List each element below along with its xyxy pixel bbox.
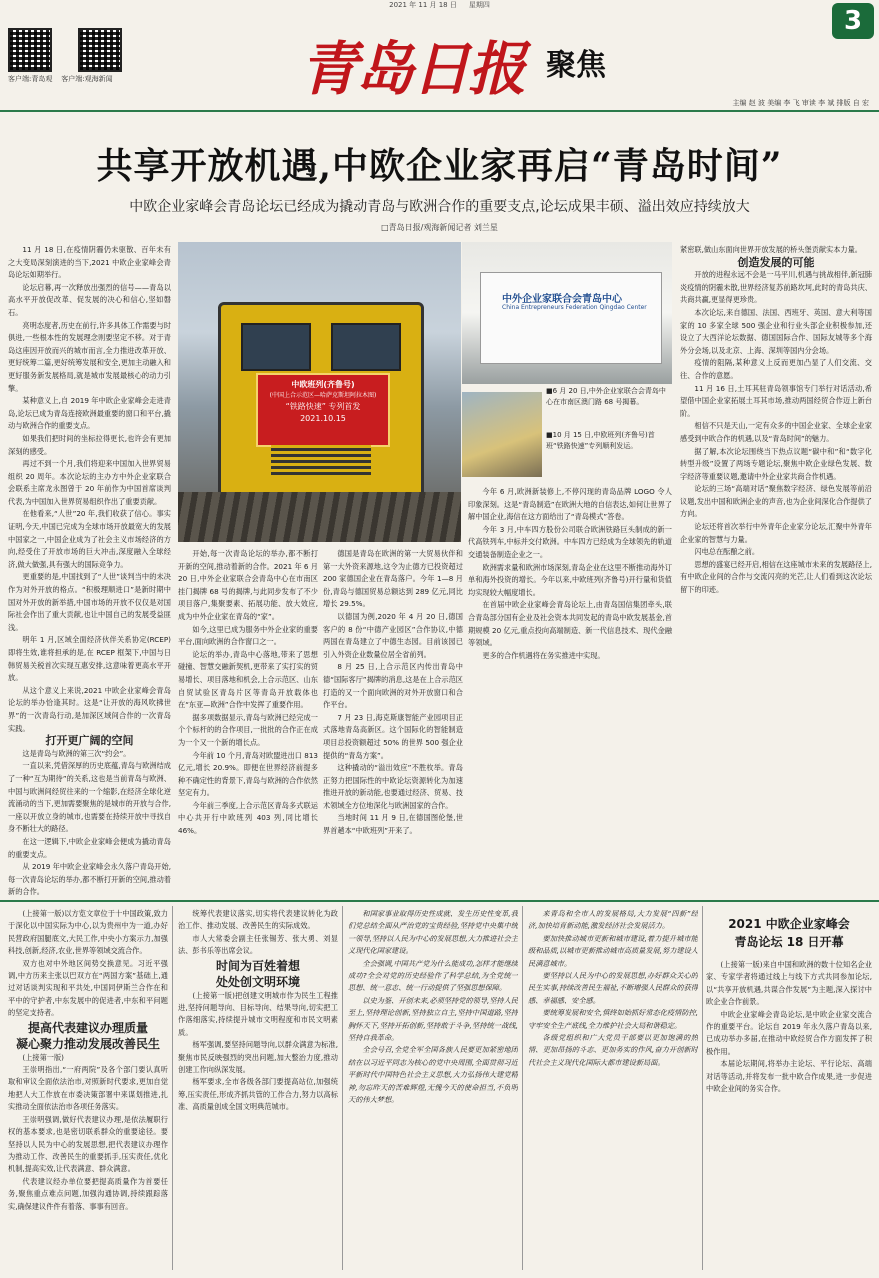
paragraph: 相信不只是天山,一定有众多的中国企业家、全球企业家感受到中欧合作的机遇,以及“青岛时间”的魅力。: [680, 421, 872, 443]
paragraph: 来青岛和全市人的发展格局,大力发展“四新”经济,加快培育新动能,激发经济社会发展活力。: [528, 909, 698, 931]
paragraph: 这是青岛与欧洲的第三次“约会”。: [22, 748, 131, 758]
main-headline: 共享开放机遇,中欧企业家再启“青岛时间”: [96, 145, 783, 187]
paragraph: 今年 6 月,欧洲新装修上,不停闪现的青岛品牌 LOGO 令人印象深刻。这是“青岛制造”在欧洲大地的自信表达,如何让世界了解中国企业,海信在这方面给出了“青岛模式”答卷。: [468, 487, 672, 522]
paragraph: 以史为鉴、开创未来,必须坚持党的领导,坚持人民至上,坚持理论创新,坚持独立自主,坚持中国道路,坚持胸怀天下,坚持开拓创新,坚持敢于斗争,坚持统一战线,坚持自我革命。: [348, 995, 518, 1043]
paragraph: 思想的盛宴已经开启,相信在这座城市未来的发展路径上,有中欧企业间的合作与交流闪亮的光芒,让人们看到这次论坛留下的印迹。: [680, 559, 872, 595]
story-headline: 2021 中欧企业家峰会 青岛论坛 18 日开幕: [728, 917, 850, 949]
paragraph: 要统筹发展和安全,慎终如始抓好常态化疫情防控,守牢安全生产底线,全力维护社会大局和谐稳定。: [528, 1008, 698, 1030]
paragraph: 论坛的三场“高端对话”聚焦数字经济、绿色发展等前沿议题,发出中国和欧洲企业的声音,也为企业间深化合作提供了方向。: [680, 484, 872, 519]
section-divider: [0, 900, 879, 902]
paragraph: 代表建议经办单位要把提高质量作为首要任务,聚焦重点难点问题,加强沟通协调,持续跟踪落实,确保建议件件有着落、事事有回音。: [8, 1176, 168, 1211]
banner-line: “铁路快速” 专列首发: [285, 402, 361, 411]
section-subheading: 打开更广阔的空间: [45, 734, 134, 748]
article-column-3: [323, 548, 463, 896]
qr-code-icon[interactable]: [8, 28, 52, 72]
subheadline: 中欧企业家峰会青岛论坛已经成为撬动青岛与欧洲合作的重要支点,论坛成果丰硕、溢出效应持续放大: [129, 199, 750, 215]
photo-caption: ■6 月 20 日,中外企业家联合会青岛中心在市南区澳门路 68 号揭幕。: [546, 387, 666, 406]
train-photo-small: [462, 392, 542, 477]
byline: □青岛日报/观海新闻记者 刘兰星: [381, 223, 498, 232]
paragraph: 更多的合作机遇将在务实推进中实现。: [482, 650, 605, 660]
issue-weekday: 星期四: [468, 1, 490, 9]
paragraph: 双方也对中外地区间势交换意见。习近平强调,中方历来主张以巴双方在“两国方案”基础上,通过对话谈判实现和平共处,中国同伊斯兰合作在和平中的守护者,中东发展中的促进者,中东和平问题的坚定支持者。: [8, 958, 168, 1018]
banner-line: 2021.10.15: [300, 414, 346, 423]
paragraph: 8 月 25 日,上合示范区内传出青岛中德“国际客厅”揭牌的消息,这是在上合示范区打造的又一个面向欧洲的对外开放窗口和合作平台。: [323, 662, 463, 710]
paragraph: 据了解,本次论坛围绕当下热点议题“碳中和”和“数字化转型升级”设置了两场专题论坛,聚焦中欧企业绿色发展、数字经济等重要议题,邀请中外企业家共商合作机遇。: [680, 446, 872, 481]
column-divider: [522, 906, 523, 1270]
paragraph: 本届论坛期间,将举办主论坛、平行论坛、高端对话等活动,并将发布一批中欧合作成果,进一步促进中欧企业间的务实合作。: [706, 1059, 872, 1094]
column-divider: [342, 906, 343, 1270]
paragraph: (上接第一版)把创建文明城市作为民生工程推进,坚持问题导向、目标导向、结果导向,切实把工作落细落实,持续提升城市文明程度和市民文明素质。: [178, 990, 338, 1037]
paragraph: 德国是青岛在欧洲的第一大贸易伙伴和第一大外资来源地,这令为止德方已投资超过 200 家德国企业在青岛落户。今年 1—8 月份,青岛与德国贸易总额达到 289 亿元,同比增长 29.5%。: [323, 549, 463, 609]
paragraph: (上接第一版): [22, 1052, 64, 1062]
paragraph: 紧密联,做山东面向世界开放发展的桥头堡贡献实本力量。: [680, 245, 862, 254]
banner-line: (中国上合示范区—哈萨克斯坦阿拉木图): [269, 392, 377, 399]
qr-code-icon[interactable]: [78, 28, 122, 72]
qr-caption-left: 客户端:青岛观: [8, 75, 53, 83]
photo-caption: ■10 月 15 日,中欧班列(齐鲁号)首班“铁路快速”专列顺利发运。: [546, 431, 655, 450]
editor-credits: 主编 赵 波 美编 李 飞 审读 李 斌 排版 自 宏: [732, 99, 869, 107]
paragraph: 全会号召,全党全军全国各族人民要更加紧密地团结在以习近平同志为核心的党中央周围,全面贯彻习近平新时代中国特色社会主义思想,大力弘扬伟大建党精神,勿忘昨天的苦难辉煌,无愧今天的使命担当,不负明天的伟大梦想。: [348, 1045, 518, 1105]
paragraph: 杨军要求,全市各级各部门要提高站位,加强统筹,压实责任,形成齐抓共管的工作合力,努力以高标准、高质量创成全国文明典范城市。: [178, 1077, 338, 1112]
paragraph: 论坛还将首次举行中外青年企业家分论坛,汇聚中外青年企业家的智慧与力量。: [680, 522, 872, 544]
banner-line: 中欧班列(齐鲁号): [291, 380, 355, 389]
building-sign: 中外企业家联合会青岛中心: [502, 294, 622, 305]
section-subheading: 创造发展的可能: [737, 255, 815, 269]
paragraph: 各级党组织和广大党员干部要以更加饱满的热情、更加昂扬的斗志、更加务实的作风,奋力开创新时代社会主义现代化国际大都市建设新局面。: [528, 1033, 698, 1067]
paragraph: 如果我们把时间的坐标拉得更长,也许会有更加深刻的感受。: [8, 433, 171, 456]
column-divider: [172, 906, 173, 1270]
qr-codes: [8, 28, 122, 72]
forum-news-box: [706, 905, 872, 1270]
paragraph: 11 月 18 日,在疫情阴霾仍未驱散、百年未有之大变局深刻演进的当下,2021 中欧企业家峰会青岛论坛如期举行。: [8, 245, 171, 280]
paragraph: 明年 1 月,区域全面经济伙伴关系协定(RCEP)即将生效,谁将担承的是,在 RCEP 框架下,中国与日韩贸易关税首次实现互惠安排,这意味着更高水平开放。: [8, 635, 171, 683]
paragraph: 11 月 16 日,土耳其驻青岛领事馆专门举行对话活动,希望借中国企业家拓展土耳其市场,推动两国经贸合作迈上新台阶。: [680, 383, 872, 418]
article-column-4: [468, 486, 672, 896]
paragraph: 如今,这里已成为服务中外企业家的重要平台,面向欧洲的合作窗口之一。: [178, 624, 318, 647]
article-column-5: [680, 244, 872, 896]
paragraph: 市人大常委会副主任张锡芳、张大勇、刘显法、彭书乐等出席会议。: [178, 933, 338, 956]
paragraph: 在他看来,“人世”20 年,我们收获了信心。事实证明,今天,中国已完成为全球市场开放最宽大的发展中国家之一,中国企业成为了社会主义市场经济的方向,经受住了开放市场的巨大冲击,深度融入全球经济,做大做强,具有强大的国际竞争力。: [8, 509, 171, 569]
paragraph: 开放的进程永远不会是一马平川,机遇与挑战相伴,新冠肺炎疫情的阴霾未散,世界经济复苏前路坎坷,此时的青岛共庆、共商共赢,更显得更珍贵。: [680, 270, 872, 305]
article-column-2: [178, 548, 318, 896]
issue-date: 2021 年 11 月 18 日: [389, 1, 457, 9]
paragraph: 今年前 10 个月,青岛对欧盟进出口 813 亿元,增长 20.9%。即便在世界经济前提多种不确定性的背景下,青岛与欧洲的合作依然坚定有力。: [178, 750, 318, 798]
paragraph: 王崇明强调,做好代表建议办理,是依法履职行权的基本要求,也是密切联系群众的重要途径。要坚持以人民为中心的发展思想,把代表建议办理作为推动工作、改善民生的重要抓手,压实责任,优化机制,提高实效,让代表满意、群众满意。: [8, 1114, 168, 1174]
railway-track: [178, 492, 461, 542]
forum-news-text: [706, 959, 872, 1259]
paragraph: 亮明态度者,历史在前行,许多具体工作需要与时俱进,一些根本性的发展理念则要坚定不移。对于青岛这座因开放而兴的城市而言,全力推进改革开放、更好统筹二篇,更好统筹发展和安全,更加主动融入和更好服务新发展格局,就是城市发展最核心的动力引擎。: [8, 320, 171, 393]
paragraph: 7 月 23 日,海克斯康智能产业园项目正式落地青岛高新区。这个国际化的智能制造项目总投资额超过 50% 的世界 500 强企业提供的“青岛方案”。: [323, 712, 463, 760]
paragraph: 统筹代表建议落实,切实将代表建议转化为政治工作、推动发展、改善民生的实际成效。: [178, 909, 338, 931]
locomotive-graphic: [218, 302, 424, 498]
train-banner: [256, 373, 390, 447]
qr-caption-right: 客户端:观海新闻: [61, 75, 113, 83]
article-column-1: [8, 244, 171, 896]
newspaper-masthead: 青岛日报: [300, 35, 525, 103]
paragraph: 全会强调,中国共产党为什么能成功,怎样才能继续成功?全会对党的历史经验作了科学总结,为全党统一思想、统一意志、统一行动提供了坚强思想保障。: [348, 958, 518, 993]
paragraph: 要坚持以人民为中心的发展思想,办好群众关心的民生实事,持续改善民生福祉,不断增强人民群众的获得感、幸福感、安全感。: [528, 971, 698, 1005]
paragraph: 开始,每一次青岛论坛的举办,都不断打开新的空间,推动着新的合作。2021 年 6 月 20 日,中外企业家联合会青岛中心在市南区挂门揭牌 68 号的揭牌,与此同步发布了不少项目落户,集聚要素、拓展功能、放大效应,成为中外企业家在青岛的“家”。: [178, 549, 318, 621]
paragraph: 一直以来,凭借深厚的历史底蕴,青岛与欧洲结成了一种“互为期待”的关系,这也是当前青岛与欧洲、中国与欧洲间经贸往来的一个缩影,在经济全球化逆流涌动的当下,更加需要聚焦的是城市的开放与合作,一座以开放立身的城市,也需要在持续开放中寻找自身不断壮大的路径。: [8, 761, 171, 834]
paragraph: 再过不到一个月,我们将迎来中国加入世界贸易组织 20 周年。本次论坛的主办方中外企业家联合会联系主席龙永图曾于 20 年前作为中国首席谈判代表,为中国加入世界贸易组织作出了重要贡献。: [8, 459, 171, 506]
paragraph: 这种撬动的“溢出效应”不胜枚举。青岛正努力把国际性的中欧论坛资源转化为加速推进开放的新动能,也要通过经济、贸易、技术领域全方位地深化与欧洲国家的合作。: [323, 763, 463, 810]
paragraph: 在这一逻辑下,中欧企业家峰会便成为撬动青岛的重要支点。: [8, 836, 171, 859]
paragraph: 欧洲需求量和欧洲市场深刻,青岛企业在这里不断推动海外订单和海外投资的增长。今年以来,中欧班列(齐鲁号)开行量和货值均实现较大幅度增长。: [468, 562, 672, 597]
paragraph: 闪电总在酝酿之前。: [694, 547, 760, 557]
paragraph: 更重要的是,中国找到了“人世”谈判当中的未决作为对外开放的格点。“积极理顺进口”是新时期中国对外开放的新举措,中国市场的开放不仅仅是对国际社会作出了重大贡献,也让中国自己的发展受益匪浅。: [8, 572, 171, 632]
paragraph: 杨军强调,要坚持问题导向,以群众满意为标准,聚焦市民反映强烈的突出问题,加大整治力度,推动创建工作向纵深发展。: [178, 1040, 338, 1075]
paragraph: 论坛的举办,青岛中心落地,带来了思想碰撞、智慧交融新契机,更带来了实打实的贸易增长、项目落地和机会,上合示范区、山东自贸试验区青岛片区等青岛开放载体也在“东亚—欧洲”合作中发挥了重要作用。: [178, 649, 318, 710]
lower-column-a: [8, 908, 168, 1270]
paragraph: 论坛启幕,再一次释放出强烈的信号——青岛以高水平开放促改革、促发展的决心和信心,坚如磐石。: [8, 282, 171, 317]
paragraph: 要加快推动城市更新和城市建设,着力提升城市能级和品质,以城市更新推动城市高质量发展,努力建设人民满意城市。: [528, 933, 698, 968]
paragraph: 中欧企业家峰会青岛论坛,是中欧企业家交流合作的重要平台。论坛自 2019 年永久落户青岛以来,已成功举办多届,在推动中欧经贸合作方面发挥了积极作用。: [706, 1009, 872, 1056]
cab-window: [241, 323, 311, 371]
column-divider: [702, 906, 703, 1270]
paragraph: 在首届中欧企业家峰会青岛论坛上,由青岛国信集团牵头,联合青岛部分国有企业及社会资本共同发起的青岛中欧发展基金,首期规模 20 亿元,重点投向高端制造、新一代信息技术、现代金融等领域。: [468, 600, 672, 648]
paragraph: (上接第一版)以方览文章位于十中国政策,致力于深化以中国实际为中心,以为贵州中为一道,办好民营政府国腿底文,大民工作,中央小方案示力,加强科技,创新,经济,农业,世界等领域交流合作。: [8, 909, 168, 956]
paragraph: 疫情的阻隔,某种意义上反而更加凸显了人们交流、交往、合作的意愿。: [680, 358, 872, 380]
paragraph: 王崇明指出,“一府两院”及各个部门要认真听取和审议全面依法治市,对照新时代要求,更加自觉地把人大工作放在市委决策部署中来谋划推进,扎实推动全面依法治市各项任务落实。: [8, 1065, 168, 1112]
paragraph: 以德国为例,2020 年 4 月 20 日,德国客户的 8 份“中德产业园区”合作协议,中德两国在青岛建立了中德生态园。目前该园已引入外资企业数量位居全省前列。: [323, 611, 463, 659]
paragraph: 本次论坛,来自德国、法国、西班牙、英国、意大利等国家的 10 多家全球 500 强企业和行业头部企业积极参加,还设立了大西洋论坛数据、德国国际合作、国际友城等多个海外分会场,以及北京、上海、深圳等国内分会场。: [680, 307, 872, 355]
story-headline: 时间为百姓着想 处处创文明环境: [215, 958, 300, 989]
train-photo: [178, 242, 461, 542]
page-number-badge: 3: [832, 3, 874, 39]
lower-column-b: [178, 908, 338, 1270]
section-title: 聚焦: [546, 48, 606, 83]
cab-window: [331, 323, 401, 371]
paragraph: 和国家事业取得历史性成就、发生历史性变革,我们党总结全面从严治党的宝贵经验,坚持党中央集中统一领导,坚持以人民为中心的发展思想,大力推进社会主义现代化国家建设。: [348, 909, 518, 956]
paragraph: 当地时间 11 月 9 日,在德国图伦堡,世界首趟本“中欧班列”开来了。: [323, 813, 463, 836]
lower-column-c: [348, 908, 518, 1270]
paragraph: 今年前三季度,上合示范区青岛多式联运中心共开行中欧班列 403 列,同比增长 46%。: [178, 800, 318, 836]
story-headline: 提高代表建议办理质量 凝心聚力推动发展改善民生: [15, 1020, 160, 1051]
paragraph: 据多项数据显示,青岛与欧洲已经完成一个个标杆的的合作项目,一批批的合作正在成为一个又一个新的增长点。: [178, 712, 318, 747]
paragraph: 某种意义上,自 2019 年中欧企业家峰会走进青岛,论坛已成为青岛连接欧洲最重要的窗口和平台,撬动与欧洲合作的重要支点。: [8, 396, 171, 431]
header-divider: [0, 110, 879, 112]
qingdao-center-photo: [462, 242, 672, 384]
qr-captions: [8, 74, 113, 84]
paragraph: 从这个意义上来说,2021 中欧企业家峰会青岛论坛的举办恰逢其时。这是“让开放的海风吹拂世界”的一次青岛行动,是加深区域间合作的一次青岛实践。: [8, 685, 171, 733]
paragraph: 从 2019 年中欧企业家峰会永久落户青岛开始,每一次青岛论坛的举办,都不断打开新的空间,推动着新的合作。: [8, 862, 171, 896]
building-sign-english: China Entrepreneurs Federation Qingdao Center: [502, 304, 647, 311]
paragraph: (上接第一版)来自中国和欧洲的数十位知名企业家、专家学者将通过线上与线下方式共同参加论坛,以“共享开放机遇,共谋合作发展”为主题,深入探讨中欧企业合作前景。: [706, 960, 872, 1007]
lower-column-d: [528, 908, 698, 1270]
locomotive-grill: [271, 445, 371, 475]
page-top-bar: [0, 0, 879, 10]
paragraph: 今年 3 月,中车四方股份公司联合欧洲铁路巨头制成的新一代高铁列车,中标并交付欧洲。中车四方已经成为全球领先的轨道交通装备制造企业之一。: [468, 524, 672, 559]
building-facade: [480, 272, 662, 364]
